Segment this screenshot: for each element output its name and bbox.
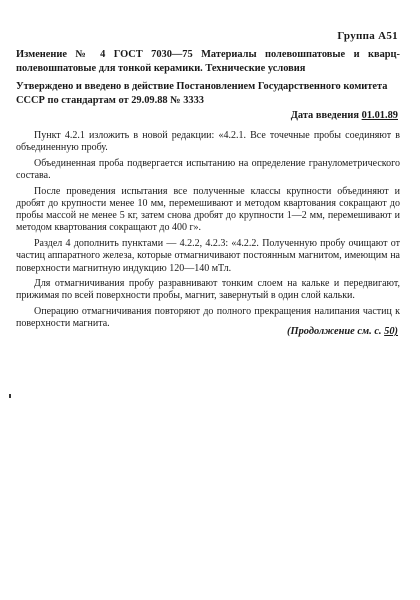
paragraph: Раздел 4 дополнить пунктами — 4.2.2, 4.2.3: «4.2.2. Полученную пробу очищают от частиц аппаратного железа, которые отмагничивают постоянным магнитом, имеющим на поверхности магнитную индукцию 120—140 мТл. xyxy=(16,238,400,274)
paragraph: Объединенная проба подвергается испытанию на определение гранулометрического состава. xyxy=(16,157,400,182)
introduction-date xyxy=(291,110,398,121)
group-label: Группа xyxy=(337,30,376,42)
continuation-text: (Продолжение см. с. xyxy=(287,326,382,337)
paragraph: После проведения испытания все полученные классы крупности объединяют и дробят до крупности менее 10 мм, перемешивают и методом квартования сокращают до пробы массой не менее 5 кг, затем снова дробят до крупности 1—2 мм, перемешивают и методом квартования сокращают до 400 г». xyxy=(16,185,400,234)
continuation-page: 50) xyxy=(384,326,398,337)
scan-mark xyxy=(9,394,11,398)
introduction-date-label: Дата введения xyxy=(290,110,360,121)
introduction-date-value: 01.01.89 xyxy=(361,110,398,121)
approval-statement: Утверждено и введено в действие Постановлением Государственного комитета СССР по стандартам от 29.09.88 № 3333 xyxy=(16,81,388,106)
document-body xyxy=(16,130,400,331)
continuation-note xyxy=(287,326,398,337)
paragraph: Для отмагничивания пробу разравнивают тонким слоем на кальке и передвигают, прижимая по всей поверхности пробы, магнит, завернутый в один слой кальки. xyxy=(16,278,400,302)
paragraph: Операцию отмагничивания повторяют до полного прекращения налипания частиц к поверхности магнита. xyxy=(16,306,400,330)
group-code xyxy=(337,30,398,42)
amendment-title: Изменение № 4 ГОСТ 7030—75 Материалы полевошпатовые и кварц-полевошпатовые для тонкой керамики. Технические условия xyxy=(16,49,400,74)
group-value: А51 xyxy=(378,30,398,42)
paragraph: Пункт 4.2.1 изложить в новой редакции: «4.2.1. Все точечные пробы соединяют в объединенную пробу. xyxy=(16,130,400,154)
